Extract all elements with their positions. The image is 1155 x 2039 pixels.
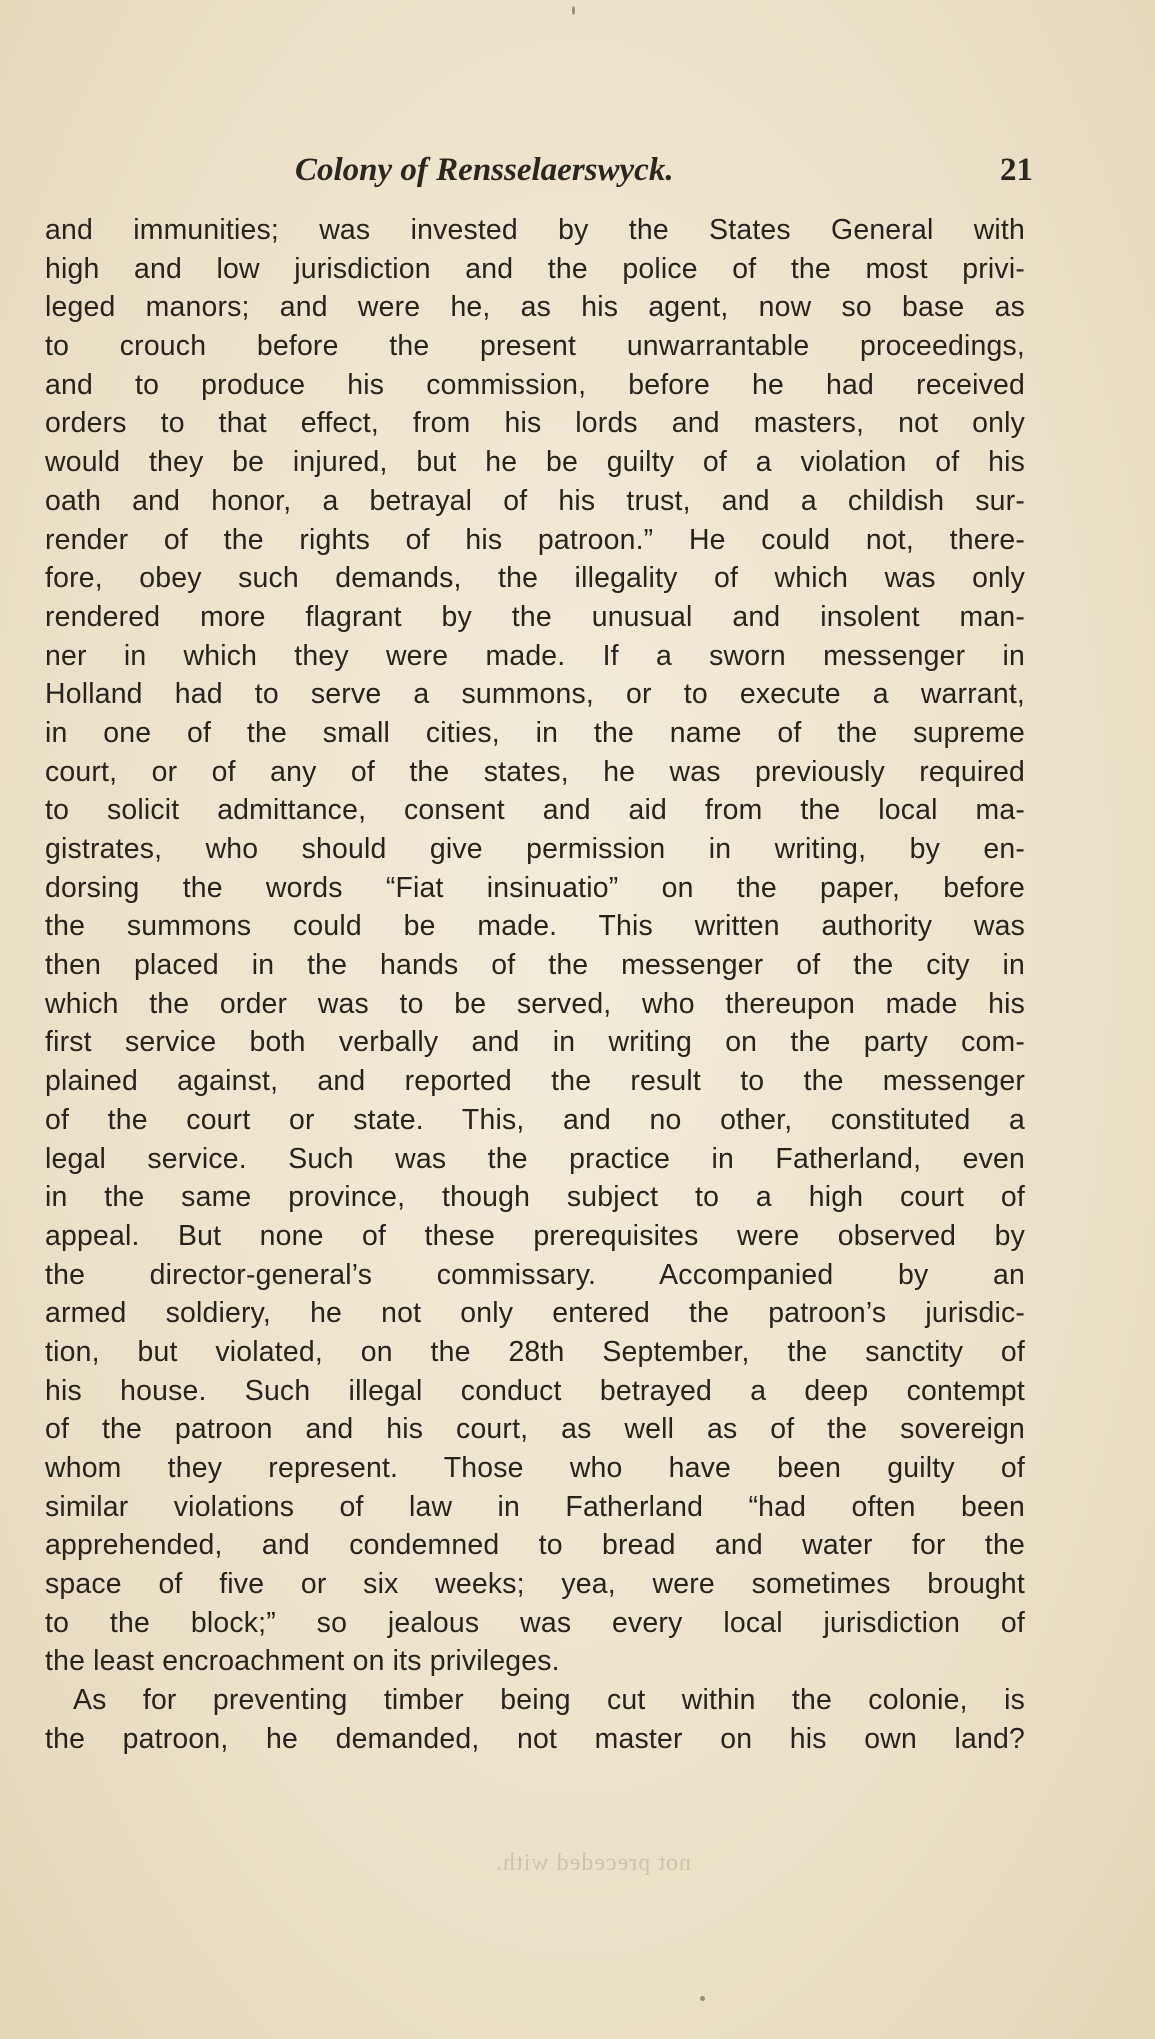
text-line: first service both verbally and in writing on the party com-	[45, 1026, 1025, 1059]
paper-speck	[572, 6, 575, 15]
text-line: render of the rights of his patroon.” He could not, there-	[45, 523, 1025, 556]
text-line: armed soldiery, he not only entered the patroon’s jurisdic-	[45, 1297, 1025, 1330]
text-line: plained against, and reported the result to the messenger	[45, 1065, 1025, 1098]
text-line: of the court or state. This, and no other, constituted a	[45, 1103, 1025, 1136]
running-title: Colony of Rensselaerswyck.	[295, 152, 674, 188]
text-line: high and low jurisdiction and the police of the most privi-	[45, 252, 1025, 285]
text-line: fore, obey such demands, the illegality of which was only	[45, 562, 1025, 595]
text-line: to crouch before the present unwarrantable proceedings,	[45, 330, 1025, 363]
text-line: and immunities; was invested by the States General with	[45, 214, 1025, 246]
text-line: appeal. But none of these prerequisites were observed by	[45, 1219, 1025, 1252]
text-line: ner in which they were made. If a sworn messenger in	[45, 639, 1025, 672]
text-line: leged manors; and were he, as his agent, now so base as	[45, 291, 1025, 324]
page-number: 21	[1000, 152, 1033, 188]
text-line: rendered more flagrant by the unusual and insolent man-	[45, 600, 1025, 633]
text-line: As for preventing timber being cut within the colonie, is	[73, 1684, 1025, 1717]
text-line: the director-general’s commissary. Accompanied by an	[45, 1258, 1025, 1291]
text-line: to solicit admittance, consent and aid from the local ma-	[45, 794, 1025, 827]
text-line: the summons could be made. This written authority was	[45, 910, 1025, 943]
text-line: the patroon, he demanded, not master on his own land?	[45, 1722, 1025, 1755]
body-text	[45, 211, 1025, 1759]
bleed-through-text: not preceded with.	[495, 1850, 691, 1876]
text-line: of the patroon and his court, as well as of the sovereign	[45, 1413, 1025, 1446]
text-line: gistrates, who should give permission in writing, by en-	[45, 833, 1025, 865]
text-line: Holland had to serve a summons, or to execute a warrant,	[45, 678, 1025, 711]
text-line: similar violations of law in Fatherland “had often been	[45, 1490, 1025, 1523]
paper-speck	[700, 1996, 705, 2001]
text-line: court, or of any of the states, he was previously required	[45, 755, 1025, 788]
text-line: orders to that effect, from his lords and masters, not only	[45, 407, 1025, 440]
text-line: would they be injured, but he be guilty of a violation of his	[45, 446, 1025, 479]
text-line: and to produce his commission, before he had received	[45, 368, 1025, 401]
text-line: then placed in the hands of the messenger of the city in	[45, 949, 1025, 982]
running-header	[295, 152, 1055, 198]
text-line: the least encroachment on its privileges.	[45, 1645, 560, 1678]
text-line: dorsing the words “Fiat insinuatio” on the paper, before	[45, 871, 1025, 904]
text-line: whom they represent. Those who have been guilty of	[45, 1452, 1025, 1484]
text-line: in the same province, though subject to a high court of	[45, 1181, 1025, 1214]
text-line: to the block;” so jealous was every local jurisdiction of	[45, 1606, 1025, 1639]
text-line: apprehended, and condemned to bread and water for the	[45, 1529, 1025, 1562]
text-line: space of five or six weeks; yea, were sometimes brought	[45, 1568, 1025, 1601]
text-line: oath and honor, a betrayal of his trust, and a childish sur-	[45, 484, 1025, 517]
text-line: his house. Such illegal conduct betrayed a deep contempt	[45, 1374, 1025, 1407]
text-line: which the order was to be served, who thereupon made his	[45, 987, 1025, 1020]
text-line: legal service. Such was the practice in Fatherland, even	[45, 1142, 1025, 1175]
text-line: in one of the small cities, in the name of the supreme	[45, 716, 1025, 749]
text-line: tion, but violated, on the 28th September, the sanctity of	[45, 1335, 1025, 1368]
